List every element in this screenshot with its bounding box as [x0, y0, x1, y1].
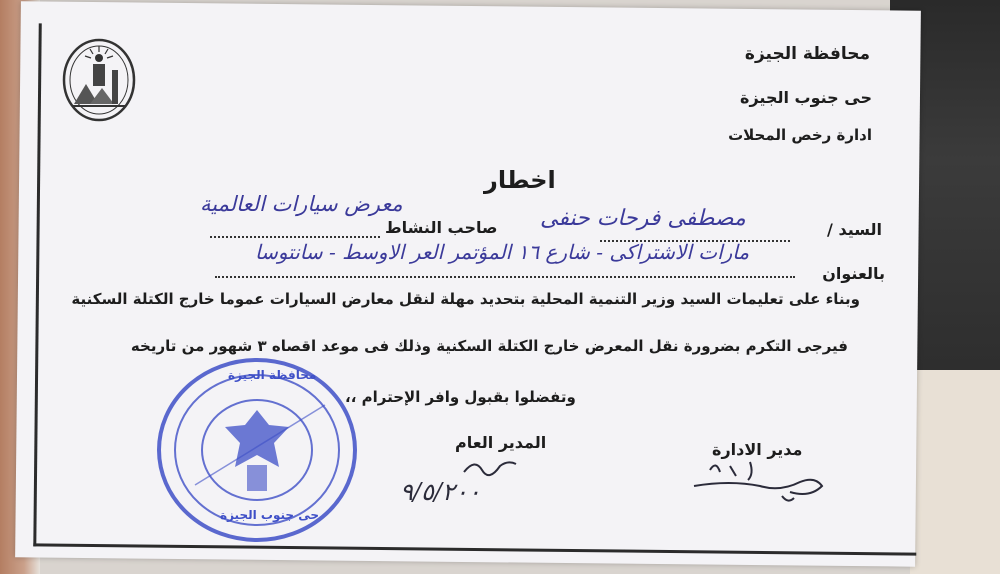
stamp-bottom-text: حى جنوب الجيزة	[220, 508, 319, 522]
stamp-top-text: محافظة الجيزة	[228, 368, 317, 382]
mr-label: السيد /	[827, 220, 882, 239]
address-label: بالعنوان	[822, 264, 885, 283]
header-district: حى جنوب الجيزة	[740, 88, 872, 107]
document-title: اخطار	[484, 166, 556, 194]
activity-label: صاحب النشاط	[385, 218, 498, 237]
header-governorate: محافظة الجيزة	[744, 44, 870, 64]
body-line-1: وبناء على تعليمات السيد وزير التنمية المحلية بتحديد مهلة لنقل معارض السيارات عموما خارج الكتلة السكنية	[71, 290, 860, 308]
admin-manager-label: مدير الادارة	[712, 440, 803, 459]
general-manager-signature	[460, 452, 520, 482]
admin-manager-signature	[690, 452, 830, 512]
governorate-logo-icon	[60, 36, 138, 124]
mr-value: مصطفى فرحات حنفى	[540, 206, 746, 231]
signature-date: ٩/٥/٢٠٠	[400, 478, 481, 506]
background-table	[910, 370, 1000, 574]
header-department: ادارة رخص المحلات	[728, 126, 872, 144]
general-manager-label: المدير العام	[455, 433, 547, 452]
activity-value: معرض سيارات العالمية	[200, 192, 403, 216]
body-line-2: فيرجى التكرم بضرورة نقل المعرض خارج الكتلة السكنية وذلك فى موعد اقصاه ٣ شهور من تاريخه	[130, 337, 848, 355]
activity-dotted-line	[210, 236, 380, 238]
address-dotted-line	[215, 276, 795, 278]
closing-text: وتفضلوا بقبول وافر الإحترام ،،	[345, 388, 576, 406]
address-value: مارات الاشتراكى - شارع ١٦ المؤتمر العر الاوسط - سانتوسا	[255, 240, 750, 264]
